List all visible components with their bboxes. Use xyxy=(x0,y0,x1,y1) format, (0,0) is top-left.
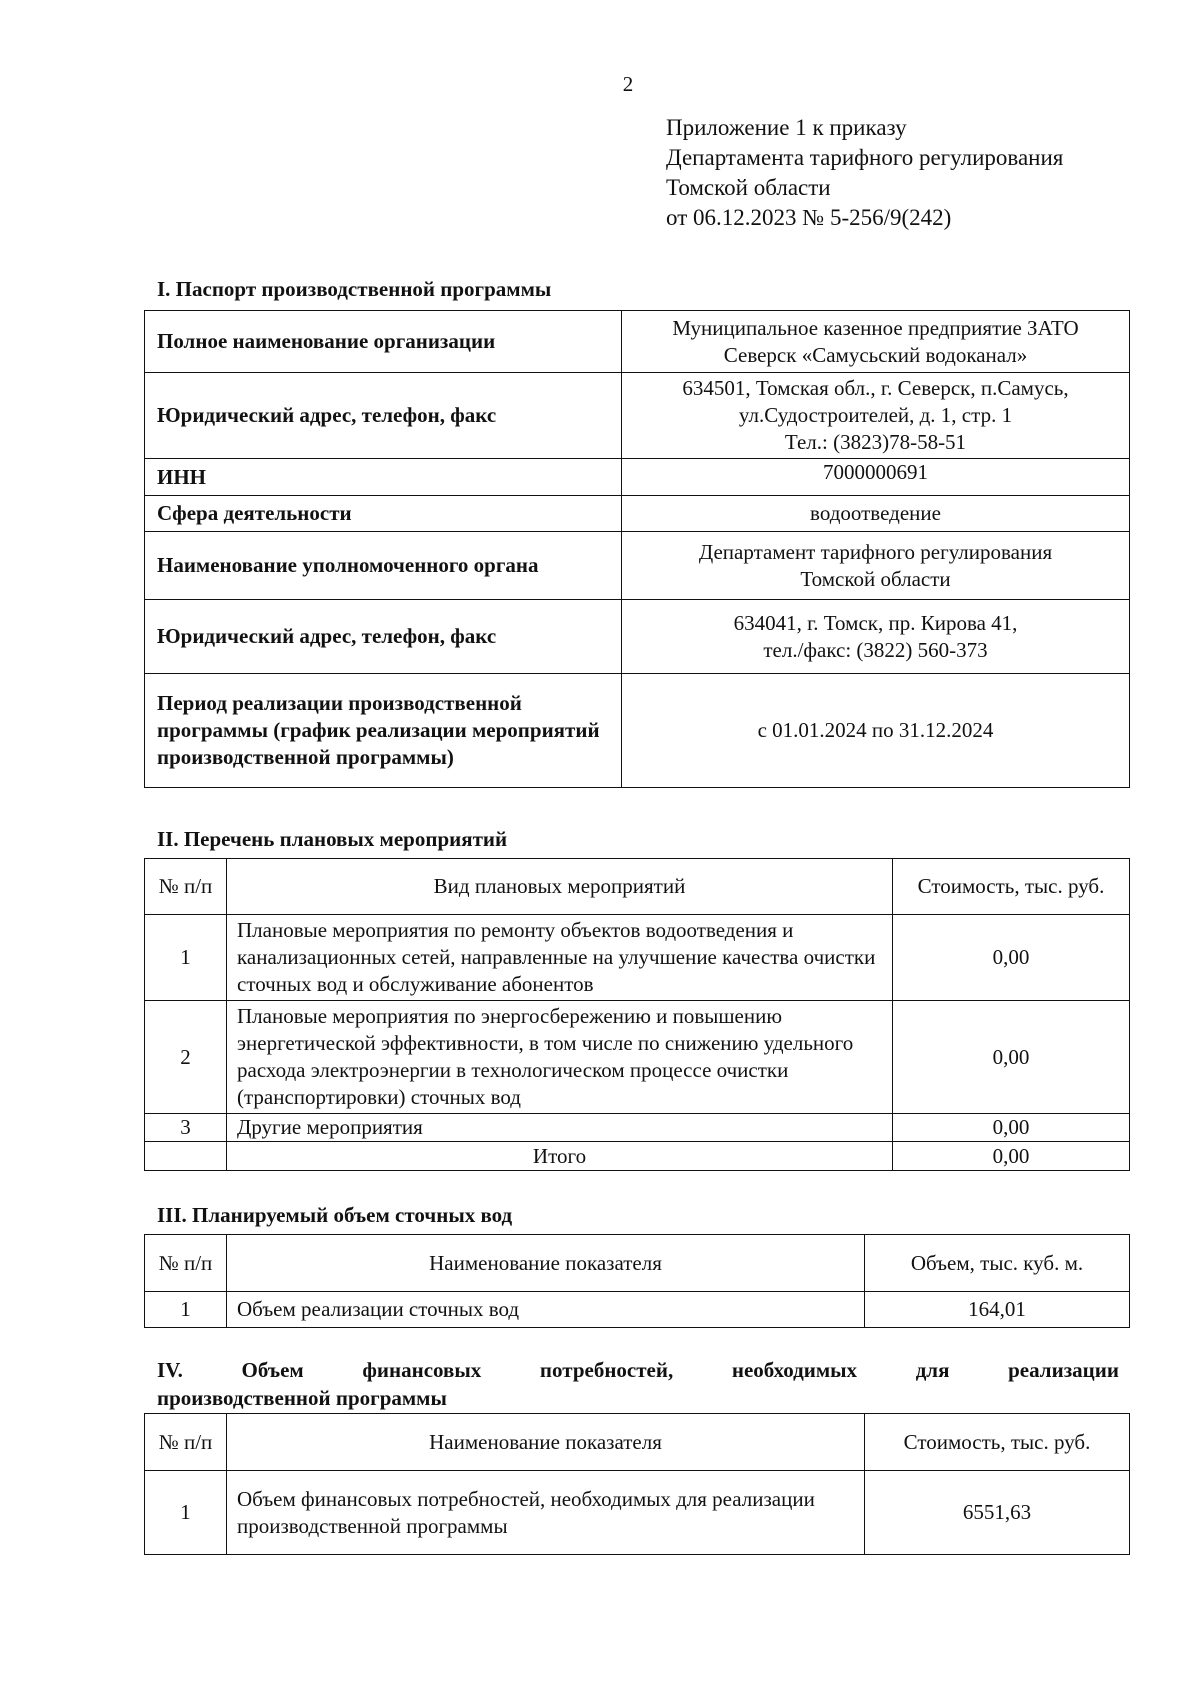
table-row xyxy=(145,373,1130,459)
row-value: с 01.01.2024 по 31.12.2024 xyxy=(622,674,1130,788)
header-cost: Стоимость, тыс. руб. xyxy=(893,859,1130,915)
row-value: водоотведение xyxy=(622,496,1130,532)
row-value: 634501, Томская обл., г. Северск, п.Самусь, ул.Судостроителей, д. 1, стр. 1 Тел.: (3823)78-58-51 xyxy=(622,373,1130,459)
header-name: Наименование показателя xyxy=(227,1414,865,1471)
table-row xyxy=(145,496,1130,532)
row-value: 164,01 xyxy=(865,1292,1130,1328)
row-label: Полное наименование организации xyxy=(145,311,622,373)
header-name: Наименование показателя xyxy=(227,1235,865,1292)
table-row xyxy=(145,1292,1130,1328)
row-num: 1 xyxy=(145,1471,227,1555)
total-label: Итого xyxy=(227,1142,893,1171)
row-value: 6551,63 xyxy=(865,1471,1130,1555)
row-name: Объем реализации сточных вод xyxy=(227,1292,865,1328)
header-num: № п/п xyxy=(145,1235,227,1292)
annex-line: Приложение 1 к приказу xyxy=(666,115,907,140)
title-word: реализации xyxy=(1008,1358,1119,1382)
row-label: Период реализации производственной программы (график реализации мероприятий производственной программы) xyxy=(145,674,622,788)
table-row xyxy=(145,532,1130,600)
title-word: необходимых xyxy=(731,1358,858,1382)
row-value: 7000000691 xyxy=(622,459,1130,496)
table-row xyxy=(145,1001,1130,1114)
section4-title xyxy=(157,1356,1119,1412)
row-num: 1 xyxy=(145,1292,227,1328)
row-cost: 0,00 xyxy=(893,1001,1130,1114)
header-name: Вид плановых мероприятий xyxy=(227,859,893,915)
section2-title: II. Перечень плановых мероприятий xyxy=(157,827,508,851)
total-cost: 0,00 xyxy=(893,1142,1130,1171)
row-label: Юридический адрес, телефон, факс xyxy=(145,373,622,459)
table-row xyxy=(145,1114,1130,1142)
row-label: Наименование уполномоченного органа xyxy=(145,532,622,600)
row-label: Юридический адрес, телефон, факс xyxy=(145,600,622,674)
title-word: для xyxy=(915,1358,950,1382)
table-row xyxy=(145,915,1130,1001)
section3-title: III. Планируемый объем сточных вод xyxy=(157,1203,513,1227)
activities-table xyxy=(144,858,1130,1171)
page-number: 2 xyxy=(622,72,634,96)
row-value: Муниципальное казенное предприятие ЗАТО Северск «Самусьский водоканал» xyxy=(622,311,1130,373)
title-word: IV. xyxy=(157,1358,183,1382)
row-label: Сфера деятельности xyxy=(145,496,622,532)
header-value: Стоимость, тыс. руб. xyxy=(865,1414,1130,1471)
title-word: потребностей, xyxy=(539,1358,674,1382)
table-row xyxy=(145,311,1130,373)
table-header-row xyxy=(145,1235,1130,1292)
table-row xyxy=(145,674,1130,788)
row-name: Другие мероприятия xyxy=(227,1114,893,1142)
volume-table xyxy=(144,1234,1130,1328)
table-header-row xyxy=(145,859,1130,915)
title-line2: производственной программы xyxy=(157,1386,447,1410)
total-empty-cell xyxy=(145,1142,227,1171)
row-name: Плановые мероприятия по энергосбережению и повышению энергетической эффективности, в том числе по снижению удельного расхода электроэнергии в технологическом процессе очистки (транспортировки) сточных вод xyxy=(227,1001,893,1114)
table-row xyxy=(145,600,1130,674)
table-row xyxy=(145,1471,1130,1555)
row-name: Объем финансовых потребностей, необходимых для реализации производственной программы xyxy=(227,1471,865,1555)
row-cost: 0,00 xyxy=(893,1114,1130,1142)
table-total-row xyxy=(145,1142,1130,1171)
row-label: ИНН xyxy=(145,459,622,496)
row-value: 634041, г. Томск, пр. Кирова 41, тел./факс: (3822) 560-373 xyxy=(622,600,1130,674)
table-row xyxy=(145,459,1130,496)
annex-line: Департамента тарифного регулирования xyxy=(666,145,1064,170)
table-header-row xyxy=(145,1414,1130,1471)
passport-table xyxy=(144,310,1130,788)
row-num: 3 xyxy=(145,1114,227,1142)
annex-line: от 06.12.2023 № 5-256/9(242) xyxy=(666,205,952,230)
header-value: Объем, тыс. куб. м. xyxy=(865,1235,1130,1292)
annex-block xyxy=(666,113,1063,233)
title-word: Объем xyxy=(241,1358,304,1382)
row-value: Департамент тарифного регулирования Томской области xyxy=(622,532,1130,600)
row-num: 2 xyxy=(145,1001,227,1114)
header-num: № п/п xyxy=(145,1414,227,1471)
row-name: Плановые мероприятия по ремонту объектов водоотведения и канализационных сетей, направленные на улучшение качества очистки сточных вод и обслуживание абонентов xyxy=(227,915,893,1001)
section1-title: I. Паспорт производственной программы xyxy=(157,277,552,301)
finance-table xyxy=(144,1413,1130,1555)
row-num: 1 xyxy=(145,915,227,1001)
row-cost: 0,00 xyxy=(893,915,1130,1001)
annex-line: Томской области xyxy=(666,175,831,200)
header-num: № п/п xyxy=(145,859,227,915)
title-word: финансовых xyxy=(362,1358,482,1382)
